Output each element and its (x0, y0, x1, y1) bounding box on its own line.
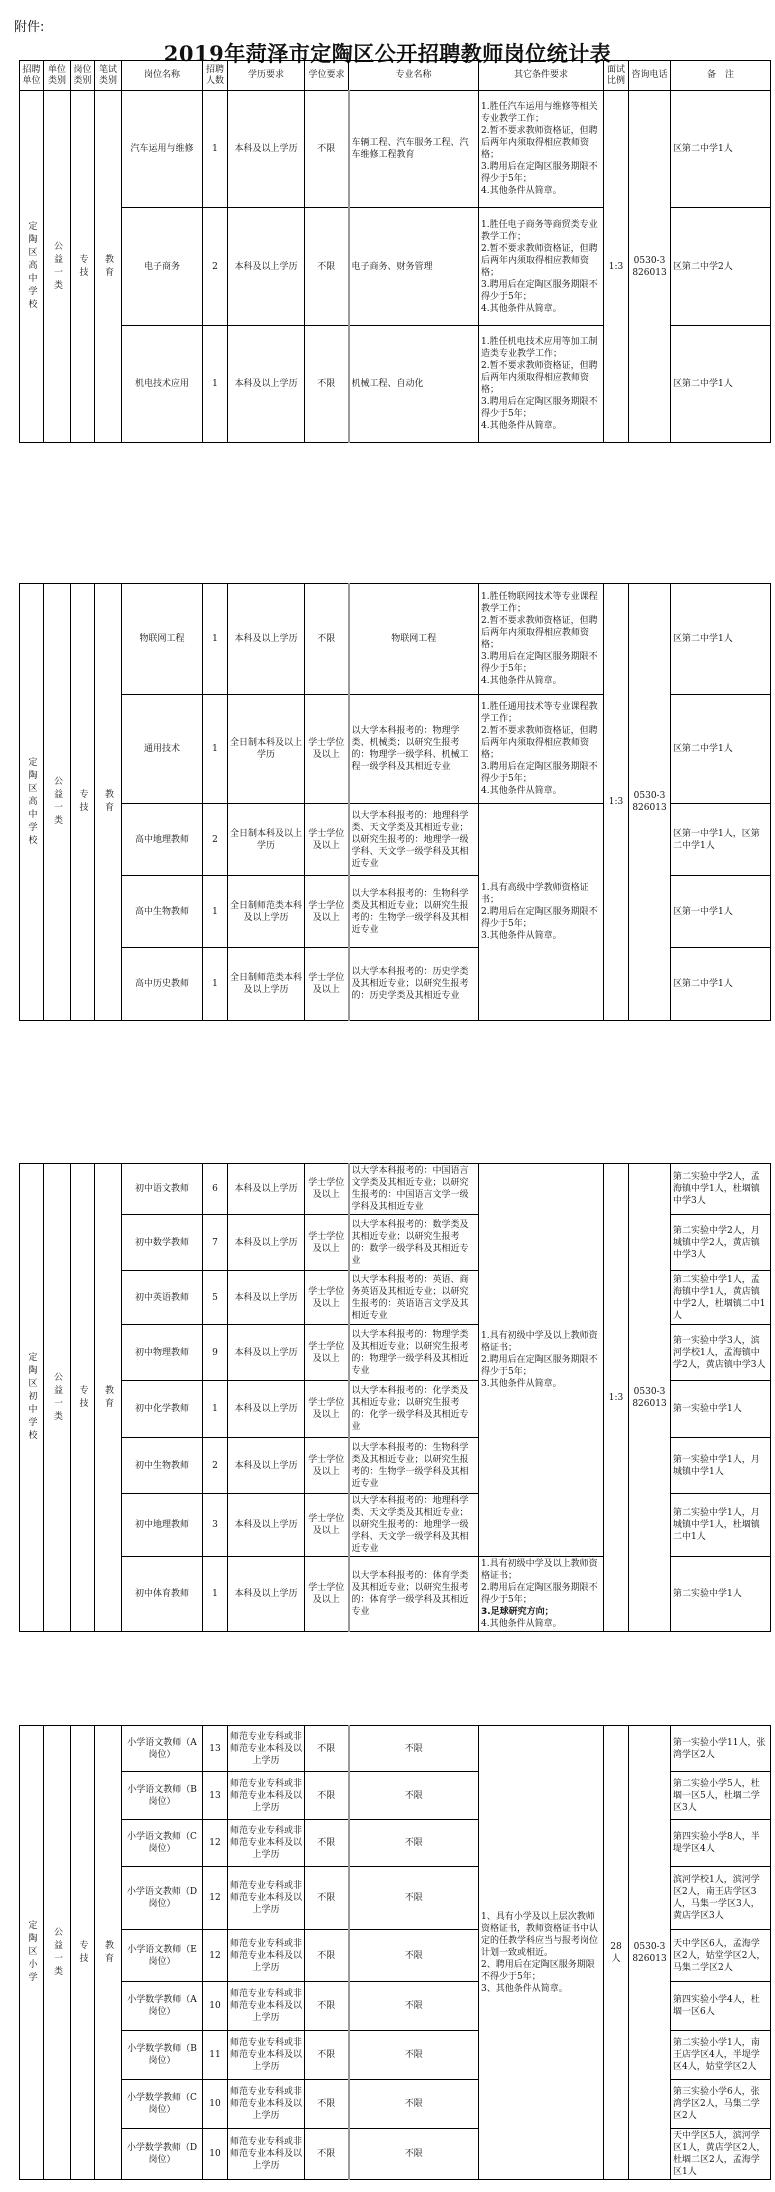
contact-phone: 0530-3826013 (629, 584, 671, 1021)
other-conditions (479, 91, 604, 208)
condition-item: 3.其他条件从简章。 (481, 931, 562, 941)
condition-item: 1.具有初级中学及以上教师资格证书； (481, 1331, 598, 1353)
remark: 第二实验小学1人，南王店学区4人，半堤学区4人，姑堂学区2人 (671, 2031, 771, 2080)
column-header: 学历要求 (228, 61, 305, 91)
hire-count: 1 (203, 1381, 228, 1438)
unit-name (20, 91, 44, 443)
column-header: 备 注 (671, 61, 771, 91)
degree-requirement: 学士学位及以上 (305, 804, 349, 876)
column-header: 其它条件要求 (479, 61, 604, 91)
degree-requirement: 学士学位及以上 (305, 1494, 349, 1557)
hire-count: 13 (203, 1726, 228, 1772)
major-name: 以大学本科报考的：地理科学类、天文学类及其相近专业；以研究生报考的：地理学一级学科、天文学一级学科及其相近专业 (349, 804, 479, 876)
post-name: 初中体育教师 (122, 1557, 203, 1632)
major-name: 以大学本科报考的：生物科学类及其相近专业；以研究生报考的：生物学一级学科及其相近专业 (349, 876, 479, 948)
remark: 天中学区6人，孟海学区2人，姑堂学区2人，马集二学区2人 (671, 1930, 771, 1982)
remark: 第二实验中学1人，孟海镇中学1人，黄店镇中学2人，杜堌镇二中1人 (671, 1271, 771, 1325)
condition-item: 3.聘用后在定陶区服务期限不得少于5年； (481, 652, 598, 674)
unit-name-text: 定陶区初中学校 (26, 1352, 37, 1443)
hire-count: 1 (203, 326, 228, 443)
education-requirement: 本科及以上学历 (228, 326, 305, 443)
unit-type-text: 公益一类 (52, 1371, 62, 1424)
exam-type (95, 91, 122, 443)
remark: 区第二中学1人 (671, 91, 771, 208)
remark: 第二实验中学2人，孟海镇中学1人，杜堌镇中学3人 (671, 1164, 771, 1215)
major-name: 不限 (349, 1772, 479, 1820)
education-requirement: 本科及以上学历 (228, 1325, 305, 1381)
post-name: 小学语文教师（C岗位） (122, 1820, 203, 1867)
post-name: 高中地理教师 (122, 804, 203, 876)
major-name: 以大学本科报考的：中国语言文学类及其相近专业；以研究生报考的：中国语言文学一级学科及其相近专业 (349, 1164, 479, 1215)
remark: 第二实验中学1人 (671, 1557, 771, 1632)
post-name: 小学语文教师（A岗位） (122, 1726, 203, 1772)
contact-phone: 0530-3826013 (629, 1164, 671, 1632)
hire-count: 3 (203, 1494, 228, 1557)
exam-type-text: 教育 (103, 789, 113, 815)
post-name: 初中物理教师 (122, 1325, 203, 1381)
remark: 区第二中学1人 (671, 326, 771, 443)
remark: 滨河学校1人，滨河学区2人，南王店学区3人，马集一学区3人，黄店学区3人 (671, 1867, 771, 1930)
condition-item: 2.暂不要求教师资格证，但聘后两年内须取得相应教师资格； (481, 243, 598, 278)
recruitment-table (19, 583, 771, 1021)
hire-count: 11 (203, 2031, 228, 2080)
hire-count: 12 (203, 1867, 228, 1930)
hire-count: 1 (203, 695, 228, 804)
post-type-text: 专技 (77, 1939, 88, 1966)
column-header: 招聘单位 (20, 61, 44, 91)
remark: 第二实验中学2人，月城镇中学2人，黄店镇中学3人 (671, 1215, 771, 1271)
degree-requirement: 学士学位及以上 (305, 876, 349, 948)
condition-item: 1.胜任电子商务等商贸类专业教学工作； (481, 219, 598, 242)
post-name: 机电技术应用 (122, 326, 203, 443)
education-requirement: 本科及以上学历 (228, 1494, 305, 1557)
unit-name (20, 1726, 44, 2180)
hire-count: 12 (203, 1820, 228, 1867)
post-name: 小学数学教师（C岗位） (122, 2080, 203, 2129)
post-type (71, 584, 95, 1021)
condition-item: 3.足球研究方向； (481, 1607, 554, 1617)
education-requirement: 师范专业专科或非师范专业本科及以上学历 (228, 2129, 305, 2180)
exam-type (95, 1164, 122, 1632)
post-name: 小学数学教师（D岗位） (122, 2129, 203, 2180)
post-type (71, 91, 95, 443)
post-name: 高中历史教师 (122, 948, 203, 1021)
condition-item: 2.暂不要求教师资格证，但聘后两年内须取得相应教师资格； (481, 361, 598, 395)
condition-item: 2.暂不要求教师资格证，但聘后两年内须取得相应教师资格； (481, 726, 598, 760)
remark: 天中学区5人，滨河学区1人，黄店学区2人，杜堌二区2人，孟海学区1人 (671, 2129, 771, 2180)
post-name: 物联网工程 (122, 584, 203, 695)
hire-count: 13 (203, 1772, 228, 1820)
major-name: 物联网工程 (349, 584, 479, 695)
unit-type (44, 584, 71, 1021)
major-name: 不限 (349, 1930, 479, 1982)
education-requirement: 师范专业专科或非师范专业本科及以上学历 (228, 1867, 305, 1930)
other-conditions (479, 1557, 604, 1632)
degree-requirement: 学士学位及以上 (305, 1438, 349, 1494)
education-requirement: 本科及以上学历 (228, 1438, 305, 1494)
condition-item: 4.其他条件从简章。 (481, 786, 562, 796)
post-name: 初中化学教师 (122, 1381, 203, 1438)
contact-phone: 0530-3826013 (629, 1726, 671, 2180)
post-name: 初中数学教师 (122, 1215, 203, 1271)
condition-item: 4.其他条件从简章。 (481, 186, 562, 196)
major-name: 机械工程、自动化 (349, 326, 479, 443)
interview-ratio: 1:3 (604, 584, 629, 1021)
condition-item: 3.聘用后在定陶区服务期限不得少于5年； (481, 162, 598, 184)
post-name: 小学数学教师（A岗位） (122, 1982, 203, 2031)
education-requirement: 本科及以上学历 (228, 1557, 305, 1632)
unit-name (20, 584, 44, 1021)
recruitment-table (19, 1163, 771, 1632)
hire-count: 10 (203, 2129, 228, 2180)
condition-item: 2.聘用后在定陶区服务期限不得少于5年； (481, 1355, 598, 1377)
condition-item: 3.聘用后在定陶区服务期限不得少于5年； (481, 762, 598, 784)
condition-item: 2、聘用后在定陶区服务期限不得少于5年； (481, 1959, 595, 1982)
column-header: 岗位类别 (71, 61, 95, 91)
condition-item: 2.聘用后在定陶区服务期限不得少于5年； (481, 907, 598, 929)
other-conditions (479, 326, 604, 443)
column-header: 岗位名称 (122, 61, 203, 91)
other-conditions (479, 1726, 604, 2180)
remark: 区第二中学1人 (671, 695, 771, 804)
post-name: 通用技术 (122, 695, 203, 804)
condition-item: 4.其他条件从简章。 (481, 421, 562, 431)
post-name: 初中生物教师 (122, 1438, 203, 1494)
education-requirement: 师范专业专科或非师范专业本科及以上学历 (228, 1726, 305, 1772)
major-name: 车辆工程、汽车服务工程、汽车维修工程教育 (349, 91, 479, 208)
degree-requirement: 不限 (305, 1982, 349, 2031)
hire-count: 1 (203, 876, 228, 948)
major-name: 以大学本科报考的：英语、商务英语及其相近专业；以研究生报考的：英语语言文学及其相近专业 (349, 1271, 479, 1325)
degree-requirement: 学士学位及以上 (305, 1557, 349, 1632)
recruitment-table (19, 1725, 771, 2180)
remark: 第四实验小学4人，杜堌一区6人 (671, 1982, 771, 2031)
remark: 第一实验中学1人 (671, 1381, 771, 1438)
condition-item: 3、其他条件从简章。 (481, 1983, 568, 1994)
post-name: 汽车运用与维修 (122, 91, 203, 208)
degree-requirement: 不限 (305, 208, 349, 326)
unit-type (44, 91, 71, 443)
exam-type-text: 教育 (103, 1939, 113, 1966)
remark: 区第一中学1人 (671, 876, 771, 948)
remark: 第一实验小学11人，张湾学区2人 (671, 1726, 771, 1772)
degree-requirement: 学士学位及以上 (305, 1271, 349, 1325)
remark: 第二实验中学1人，月城镇中学1人，杜堌镇二中1人 (671, 1494, 771, 1557)
condition-item: 1.胜任物联网技术等专业课程教学工作； (481, 592, 598, 614)
degree-requirement: 学士学位及以上 (305, 1325, 349, 1381)
hire-count: 1 (203, 584, 228, 695)
condition-item: 1、具有小学及以上层次教师资格证书，教师资格证书中认定的任教学科应当与报考岗位计划一致或相近。 (481, 1911, 599, 1958)
post-name: 小学语文教师（E岗位） (122, 1930, 203, 1982)
condition-item: 2.暂不要求教师资格证，但聘后两年内须取得相应教师资格； (481, 616, 598, 650)
hire-count: 2 (203, 208, 228, 326)
column-header: 学位要求 (305, 61, 349, 91)
unit-name-text: 定陶区高中学校 (26, 756, 37, 848)
hire-count: 10 (203, 2080, 228, 2129)
unit-name (20, 1164, 44, 1632)
table-row (20, 1726, 771, 1772)
major-name: 不限 (349, 1867, 479, 1930)
major-name: 以大学本科报考的：数学类及其相近专业；以研究生报考的：数学一级学科及其相近专业 (349, 1215, 479, 1271)
degree-requirement: 不限 (305, 91, 349, 208)
other-conditions (479, 584, 604, 695)
degree-requirement: 学士学位及以上 (305, 695, 349, 804)
condition-item: 2.聘用后在定陶区服务期限不得少于5年； (481, 1583, 598, 1605)
hire-count: 12 (203, 1930, 228, 1982)
education-requirement: 本科及以上学历 (228, 1381, 305, 1438)
remark: 第二实验小学5人，杜堌一区5人，杜堌二学区3人 (671, 1772, 771, 1820)
column-header: 招聘人数 (203, 61, 228, 91)
hire-count: 2 (203, 804, 228, 876)
attachment-label: 附件: (14, 20, 45, 35)
post-type-text: 专技 (77, 1384, 88, 1411)
condition-item: 3.聘用后在定陶区服务期限不得少于5年； (481, 397, 598, 419)
major-name: 不限 (349, 2129, 479, 2180)
condition-item: 1.胜任通用技术等专业课程教学工作； (481, 702, 598, 724)
recruitment-table (19, 60, 771, 443)
hire-count: 6 (203, 1164, 228, 1215)
education-requirement: 本科及以上学历 (228, 1215, 305, 1271)
degree-requirement: 不限 (305, 1867, 349, 1930)
education-requirement: 全日制师范类本科及以上学历 (228, 876, 305, 948)
degree-requirement: 不限 (305, 1820, 349, 1867)
degree-requirement: 学士学位及以上 (305, 948, 349, 1021)
major-name: 不限 (349, 2031, 479, 2080)
education-requirement: 全日制本科及以上学历 (228, 804, 305, 876)
major-name: 以大学本科报考的：体育学类及其相近专业；以研究生报考的：体育学一级学科及其相近专业 (349, 1557, 479, 1632)
education-requirement: 本科及以上学历 (228, 584, 305, 695)
major-name: 不限 (349, 1820, 479, 1867)
remark: 区第二中学2人 (671, 208, 771, 326)
table-row (20, 1164, 771, 1215)
post-name: 电子商务 (122, 208, 203, 326)
education-requirement: 师范专业专科或非师范专业本科及以上学历 (228, 2080, 305, 2129)
degree-requirement: 不限 (305, 2129, 349, 2180)
degree-requirement: 不限 (305, 326, 349, 443)
remark: 第三实验小学6人，张湾学区2人，马集二学区2人 (671, 2080, 771, 2129)
post-name: 高中生物教师 (122, 876, 203, 948)
unit-type (44, 1726, 71, 2180)
education-requirement: 全日制本科及以上学历 (228, 695, 305, 804)
other-conditions (479, 804, 604, 1021)
condition-item: 1.具有初级中学及以上教师资格证书； (481, 1559, 598, 1581)
condition-item: 4.其他条件从简章。 (481, 303, 562, 314)
condition-item: 3.其他条件从简章。 (481, 1379, 562, 1389)
education-requirement: 师范专业专科或非师范专业本科及以上学历 (228, 1772, 305, 1820)
column-header: 笔试类别 (95, 61, 122, 91)
table-row (20, 584, 771, 695)
remark: 第一实验中学1人，月城镇中学1人 (671, 1438, 771, 1494)
post-type-text: 专技 (77, 253, 88, 280)
degree-requirement: 不限 (305, 584, 349, 695)
education-requirement: 本科及以上学历 (228, 1271, 305, 1325)
degree-requirement: 不限 (305, 2080, 349, 2129)
major-name: 不限 (349, 2080, 479, 2129)
major-name: 不限 (349, 1982, 479, 2031)
condition-item: 4.其他条件从简章。 (481, 676, 562, 686)
remark: 第四实验小学8人，半堤学区4人 (671, 1820, 771, 1867)
hire-count: 7 (203, 1215, 228, 1271)
exam-type (95, 584, 122, 1021)
major-name: 不限 (349, 1726, 479, 1772)
column-header: 咨询电话 (629, 61, 671, 91)
column-header: 单位类别 (44, 61, 71, 91)
post-type-text: 专技 (77, 789, 88, 815)
unit-type-text: 公益一类 (52, 776, 62, 828)
condition-item: 1.胜任机电技术应用等加工制造类专业教学工作； (481, 337, 598, 359)
major-name: 以大学本科报考的：化学类及其相近专业；以研究生报考的：化学一级学科及其相近专业 (349, 1381, 479, 1438)
hire-count: 1 (203, 91, 228, 208)
education-requirement: 全日制师范类本科及以上学历 (228, 948, 305, 1021)
other-conditions (479, 1164, 604, 1557)
unit-type-text: 公益一类 (52, 240, 62, 293)
post-name: 小学语文教师（B岗位） (122, 1772, 203, 1820)
condition-item: 1.胜任汽车运用与维修等相关专业教学工作； (481, 102, 598, 124)
condition-item: 2.暂不要求教师资格证，但聘后两年内须取得相应教师资格； (481, 126, 598, 160)
post-name: 初中地理教师 (122, 1494, 203, 1557)
degree-requirement: 学士学位及以上 (305, 1215, 349, 1271)
hire-count: 2 (203, 1438, 228, 1494)
remark: 区第一中学1人，区第二中学1人 (671, 804, 771, 876)
hire-count: 1 (203, 1557, 228, 1632)
page-title: 2019年菏泽市定陶区公开招聘教师岗位统计表 (163, 41, 612, 66)
post-name: 初中英语教师 (122, 1271, 203, 1325)
condition-item: 3.聘用后在定陶区服务期限不得少于5年； (481, 279, 598, 302)
column-header: 专业名称 (349, 61, 479, 91)
interview-ratio: 1:3 (604, 1164, 629, 1632)
other-conditions (479, 208, 604, 326)
other-conditions (479, 695, 604, 804)
hire-count: 9 (203, 1325, 228, 1381)
interview-ratio: 28人 (604, 1726, 629, 2180)
hire-count: 10 (203, 1982, 228, 2031)
education-requirement: 师范专业专科或非师范专业本科及以上学历 (228, 2031, 305, 2080)
unit-type (44, 1164, 71, 1632)
degree-requirement: 不限 (305, 1930, 349, 1982)
post-type (71, 1726, 95, 2180)
major-name: 以大学本科报考的：生物科学类及其相近专业；以研究生报考的：生物学一级学科及其相近专业 (349, 1438, 479, 1494)
post-name: 小学数学教师（B岗位） (122, 2031, 203, 2080)
condition-item: 1.具有高级中学教师资格证书； (481, 883, 589, 905)
unit-type-text: 公益一类 (52, 1926, 62, 1979)
education-requirement: 师范专业专科或非师范专业本科及以上学历 (228, 1982, 305, 2031)
degree-requirement: 不限 (305, 2031, 349, 2080)
column-header: 面试比例 (604, 61, 629, 91)
degree-requirement: 学士学位及以上 (305, 1381, 349, 1438)
post-type (71, 1164, 95, 1632)
education-requirement: 师范专业专科或非师范专业本科及以上学历 (228, 1820, 305, 1867)
condition-item: 4.其他条件从简章。 (481, 1619, 562, 1629)
hire-count: 5 (203, 1271, 228, 1325)
degree-requirement: 不限 (305, 1772, 349, 1820)
degree-requirement: 不限 (305, 1726, 349, 1772)
major-name: 以大学本科报考的：物理学类、机械类；以研究生报考的：物理学一级学科、机械工程一级学科及其相近专业 (349, 695, 479, 804)
exam-type-text: 教育 (103, 1384, 113, 1411)
education-requirement: 本科及以上学历 (228, 1164, 305, 1215)
post-name: 初中语文教师 (122, 1164, 203, 1215)
major-name: 以大学本科报考的：物理学类及其相近专业；以研究生报考的：物理学一级学科及其相近专业 (349, 1325, 479, 1381)
major-name: 以大学本科报考的：地理科学类、天文学类及其相近专业；以研究生报考的：地理学一级学科、天文学一级学科及其相近专业 (349, 1494, 479, 1557)
exam-type (95, 1726, 122, 2180)
interview-ratio: 1:3 (604, 91, 629, 443)
unit-name-text: 定陶区小学 (26, 1920, 37, 1985)
major-name: 以大学本科报考的：历史学类及其相近专业；以研究生报考的：历史学类及其相近专业 (349, 948, 479, 1021)
education-requirement: 本科及以上学历 (228, 208, 305, 326)
hire-count: 1 (203, 948, 228, 1021)
table-header-row (20, 61, 771, 91)
unit-name-text: 定陶区高中学校 (26, 221, 37, 312)
remark: 区第二中学1人 (671, 584, 771, 695)
exam-type-text: 教育 (103, 253, 113, 280)
remark: 区第二中学1人 (671, 948, 771, 1021)
contact-phone: 0530-3826013 (629, 91, 671, 443)
major-name: 电子商务、财务管理 (349, 208, 479, 326)
education-requirement: 本科及以上学历 (228, 91, 305, 208)
table-row (20, 91, 771, 208)
post-name: 小学语文教师（D岗位） (122, 1867, 203, 1930)
remark: 第一实验中学3人，滨河学校1人，孟海镇中学2人，黄店镇中学3人 (671, 1325, 771, 1381)
education-requirement: 师范专业专科或非师范专业本科及以上学历 (228, 1930, 305, 1982)
degree-requirement: 学士学位及以上 (305, 1164, 349, 1215)
